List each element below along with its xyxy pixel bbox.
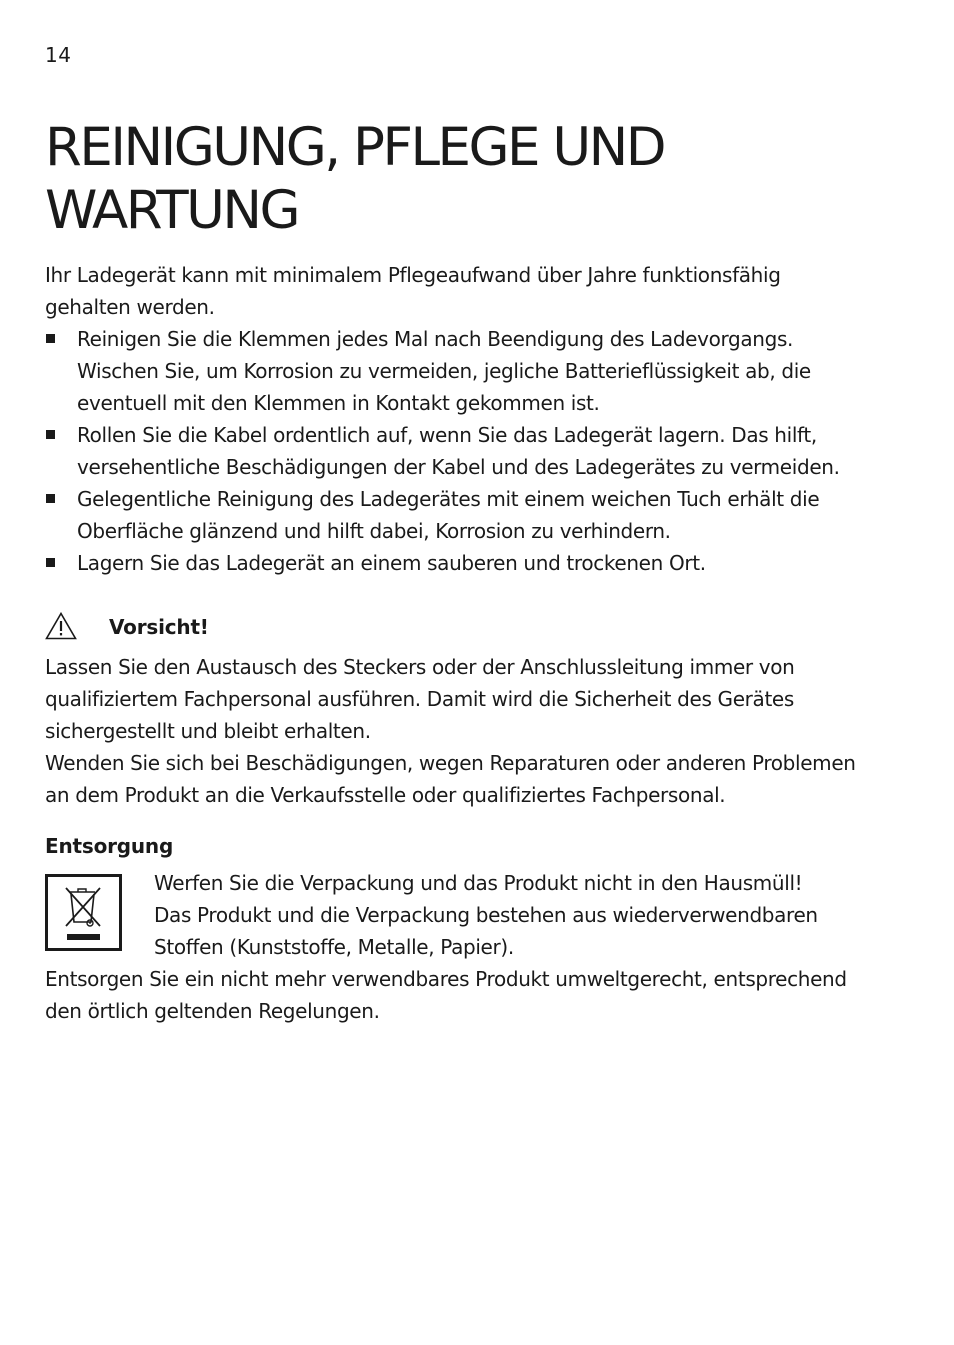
caution-text: [45, 651, 857, 811]
crossed-out-wheelie-bin-icon: [45, 874, 122, 951]
care-instructions-list: [45, 323, 857, 579]
list-item-text: Lagern Sie das Ladegerät an einem sauberen und trockenen Ort.: [77, 551, 706, 575]
list-item-text: Gelegentliche Reinigung des Ladegerätes mit einem weichen Tuch erhält die Oberfläche glänzend und hilft dabei, Korrosion zu verhindern.: [77, 487, 820, 543]
list-item: [45, 419, 857, 483]
disposal-line: Das Produkt und die Verpackung bestehen aus wiederverwendbaren Stoffen (Kunststoffe, Metalle, Papier).: [154, 903, 818, 959]
list-item-text: Reinigen Sie die Klemmen jedes Mal nach Beendigung des Ladevorgangs. Wischen Sie, um Korrosion zu vermeiden, jegliche Batterieflüssigkeit ab, die eventuell mit den Klemmen in Kontakt gekommen ist.: [77, 327, 811, 415]
page-title: REINIGUNG, PFLEGE UND WARTUNG: [45, 117, 665, 241]
disposal-line: Entsorgen Sie ein nicht mehr verwendbares Produkt umweltgerecht, entsprechend den örtlich geltenden Regelungen.: [45, 967, 847, 1023]
caution-label: Vorsicht!: [109, 615, 209, 639]
caution-paragraph: Wenden Sie sich bei Beschädigungen, wegen Reparaturen oder anderen Problemen an dem Produkt an die Verkaufsstelle oder qualifiziertes Fachpersonal.: [45, 751, 856, 807]
warning-triangle-icon: [45, 612, 77, 640]
intro-paragraph: Ihr Ladegerät kann mit minimalem Pflegeaufwand über Jahre funktionsfähig gehalten werden.: [45, 263, 781, 319]
square-bullet-icon: [46, 430, 55, 439]
disposal-line: Werfen Sie die Verpackung und das Produkt nicht in den Hausmüll!: [154, 871, 803, 895]
caution-heading: [45, 611, 445, 643]
page-number: 14: [45, 43, 72, 67]
list-item: [45, 483, 857, 547]
disposal-heading: Entsorgung: [45, 834, 174, 858]
square-bullet-icon: [46, 558, 55, 567]
square-bullet-icon: [46, 494, 55, 503]
list-item: [45, 547, 857, 579]
caution-paragraph: Lassen Sie den Austausch des Steckers oder der Anschlussleitung immer von qualifiziertem Fachpersonal ausführen. Damit wird die Sicherheit des Gerätes sichergestellt und bleibt erhalten.: [45, 655, 795, 743]
list-item: [45, 323, 857, 419]
disposal-text: [154, 867, 854, 963]
square-bullet-icon: [46, 334, 55, 343]
list-item-text: Rollen Sie die Kabel ordentlich auf, wenn Sie das Ladegerät lagern. Das hilft, versehentliche Beschädigungen der Kabel und des Ladegerätes zu vermeiden.: [77, 423, 840, 479]
